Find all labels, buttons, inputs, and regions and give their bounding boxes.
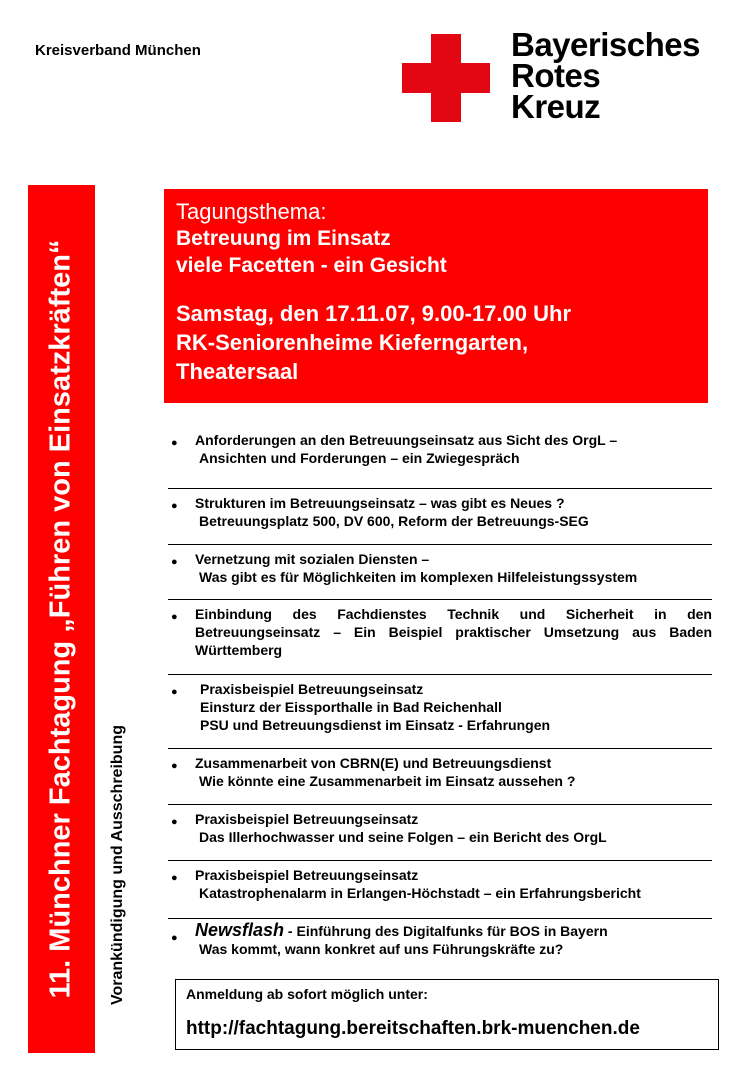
event-venue-line-2: Theatersaal [176,359,299,384]
event-venue-line-1: RK-Seniorenheime Kieferngarten, [176,330,529,355]
event-date: Samstag, den 17.11.07, 9.00-17.00 Uhr [176,301,572,326]
registration-label: Anmeldung ab sofort möglich unter: [186,986,428,1002]
item-line: Das Illerhochwasser und seine Folgen – ein Bericht des OrgL [199,829,607,845]
topic-line-2: viele Facetten - ein Gesicht [176,254,447,277]
list-item [168,749,712,805]
logo-line-2: Rotes [511,57,601,94]
item-line: Katastrophenalarm in Erlangen-Höchstadt – ein Erfahrungsbericht [199,885,641,901]
item-title: Zusammenarbeit von CBRN(E) und Betreuungsdienst [195,755,552,771]
list-item [168,919,712,969]
item-title: Anforderungen an den Betreuungseinsatz aus Sicht des OrgL – [195,432,618,448]
bullet-icon: ● [171,556,178,568]
registration-box [175,979,719,1050]
registration-url[interactable]: http://fachtagung.bereitschaften.brk-muenchen.de [186,1018,640,1039]
bullet-icon: ● [171,437,178,449]
item-line: Wie könnte eine Zusammenarbeit im Einsatz aussehen ? [199,773,576,789]
list-item [168,545,712,600]
kreisverband-label: Kreisverband München [35,42,201,59]
item-line: PSU und Betreuungsdienst im Einsatz - Erfahrungen [200,717,551,733]
topic-label: Tagungsthema: [176,199,327,224]
newsflash-label: Newsflash [195,920,285,940]
item-line: Was kommt, wann konkret auf uns Führungskräfte zu? [199,941,564,957]
item-title: Praxisbeispiel Betreuungseinsatz [195,811,419,827]
bullet-icon: ● [171,872,178,884]
logo-line-3: Kreuz [511,88,601,125]
list-item [168,861,712,919]
side-title: 11. Münchner Fachtagung „Führen von Einsatzkräften“ [44,239,77,999]
item-line: Ansichten und Forderungen – ein Zwiegespräch [199,450,520,466]
item-title: - Einführung des Digitalfunks für BOS in Bayern [284,923,608,939]
brk-logo-text [511,26,700,125]
list-item [168,600,712,675]
list-item [168,675,712,749]
bullet-icon: ● [171,500,178,512]
bullet-icon: ● [171,760,178,772]
bullet-icon: ● [171,816,178,828]
item-line: Betreuungsplatz 500, DV 600, Reform der Betreuungs-SEG [199,513,589,529]
bullet-icon: ● [171,611,178,623]
bullet-icon: ● [171,932,178,944]
item-title: Vernetzung mit sozialen Diensten – [195,551,430,567]
item-line: Einsturz der Eissporthalle in Bad Reichenhall [200,699,502,715]
item-title: Strukturen im Betreuungseinsatz – was gibt es Neues ? [195,495,565,511]
bullet-icon: ● [171,686,178,698]
red-cross-icon [402,34,490,122]
logo-line-1: Bayerisches [511,26,700,63]
list-item [168,805,712,861]
item-title: Praxisbeispiel Betreuungseinsatz [195,867,419,883]
topic-line-1: Betreuung im Einsatz [176,227,391,250]
topic-box [164,189,708,403]
program-list [168,431,712,969]
item-line: Was gibt es für Möglichkeiten im komplexen Hilfeleistungssystem [199,569,638,585]
list-item [168,489,712,545]
item-title: Praxisbeispiel Betreuungseinsatz [200,681,424,697]
item-title: Einbindung des Fachdienstes Technik und Sicherheit in den Betreuungseinsatz – Ein Beispiel praktischer Umsetzung aus Baden Württemberg [195,606,712,658]
list-item [168,431,712,489]
side-subtitle: Vorankündigung und Ausschreibung [109,725,126,1005]
